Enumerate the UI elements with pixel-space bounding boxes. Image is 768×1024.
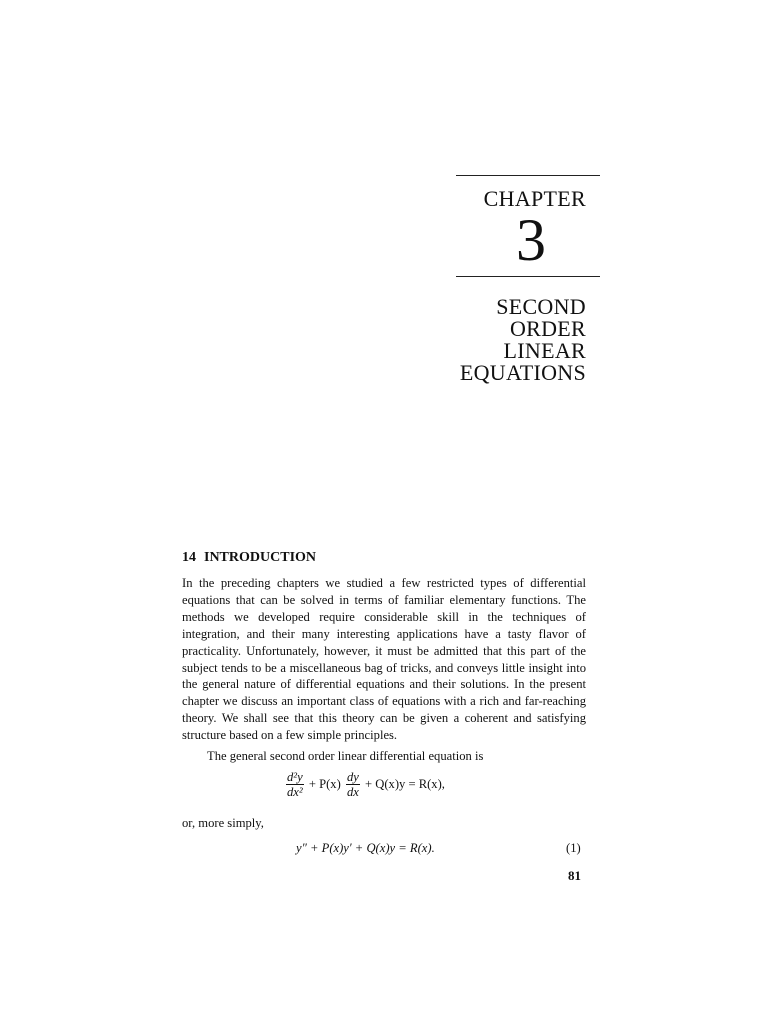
section-title: INTRODUCTION — [204, 550, 317, 565]
equation-term: + Q(x)y = R(x), — [364, 777, 445, 791]
chapter-number: 3 — [516, 207, 546, 273]
chapter-label: CHAPTER — [483, 186, 586, 211]
chapter-title-line: ORDER — [509, 316, 586, 341]
fraction-denominator: dx² — [287, 785, 303, 799]
general-equation-lead: The general second order linear differential equation is — [207, 749, 484, 763]
chapter-title — [400, 296, 586, 384]
chapter-title-line: LINEAR — [503, 338, 586, 363]
fraction-denominator: dx — [346, 785, 359, 799]
first-derivative-fraction — [346, 770, 360, 799]
general-equation — [284, 770, 445, 810]
equation-text: y″ + P(x)y′ + Q(x)y = R(x). — [296, 841, 435, 855]
section-number: 14 — [182, 550, 196, 565]
chapter-rule-bottom — [456, 276, 600, 277]
chapter-title-line: SECOND — [496, 294, 586, 319]
chapter-rule-top — [456, 175, 600, 176]
chapter-title-line: EQUATIONS — [459, 360, 586, 385]
simplified-lead: or, more simply, — [182, 816, 264, 830]
fraction-numerator: d²y — [287, 770, 303, 784]
page-number: 81 — [568, 868, 581, 883]
equation-number: (1) — [566, 841, 581, 855]
second-derivative-fraction — [286, 770, 304, 799]
equation-term: + P(x) — [308, 777, 341, 791]
intro-paragraph: In the preceding chapters we studied a few restricted types of differential equations that can be solved in terms of familiar elementary functions. The methods we developed require considerable skill in the techniques of integration, and their many interesting applications have a tasty flavor of practicality. Unfortunately, however, it must be admitted that this part of the subject tends to be a miscellaneous bag of tricks, and conveys little insight into the general nature of differential equations and their solutions. In the present chapter we discuss an important class of equations with a rich and far-reaching theory. We shall see that this theory can be given a coherent and satisfying structure based on a few simple principles. — [182, 576, 586, 743]
section-heading — [182, 550, 316, 566]
simplified-equation — [296, 841, 435, 856]
fraction-numerator: dy — [346, 770, 359, 784]
